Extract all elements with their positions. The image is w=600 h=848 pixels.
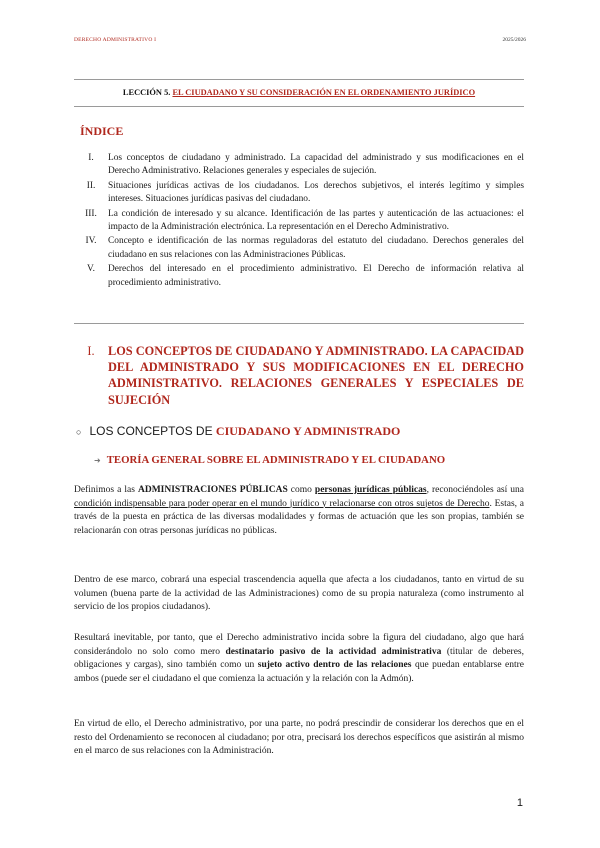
text-run: (titular de deberes, obligaciones y cargas), sino también como un bbox=[74, 646, 524, 670]
divider bbox=[74, 79, 524, 80]
running-header-right: 2025/2026 bbox=[502, 37, 526, 43]
paragraph-4: En virtud de ello, el Derecho administrativo, por una parte, no podrá prescindir de considerar los derechos que en el resto del Ordenamiento se reconocen al ciudadano; por otra, precisará los derechos específicos que asistirán al mismo en el marco de sus relaciones con la Administración. bbox=[74, 719, 524, 756]
divider bbox=[74, 106, 524, 107]
page-number: 1 bbox=[516, 797, 523, 809]
bold-underlined-term: personas jurídicas públicas bbox=[314, 485, 427, 495]
subsection-highlight: CIUDADANO Y ADMINISTRADO bbox=[215, 424, 401, 438]
toc-item-text: Derechos del interesado en el procedimiento administrativo. El Derecho de información relativa al procedimiento administrativo. bbox=[108, 264, 524, 288]
toc-item-text: Concepto e identificación de las normas reguladoras del estatuto del ciudadano. Derechos generales del ciudadano en sus relaciones con las Administraciones Públicas. bbox=[108, 236, 524, 260]
subsection-heading bbox=[76, 424, 400, 439]
running-header-left: DERECHO ADMINISTRATIVO I bbox=[74, 37, 157, 43]
text-run: que puedan entablarse entre ambos (puede ser el ciudadano el que comienza la actuación y la relación con la Admón). bbox=[74, 660, 525, 684]
toc-item-text: Situaciones jurídicas activas de los ciudadanos. Los derechos subjetivos, el interés legítimo y simples intereses. Situaciones jurídicas pasivas del ciudadano. bbox=[108, 180, 524, 205]
paragraph-2: Dentro de ese marco, cobrará una especial trascendencia aquella que afecta a los ciudadanos, tanto en virtud de su volumen (buena parte de la actividad de las Administraciones) como de su propia naturaleza (como instrumento al servicio de los propios ciudadanos). bbox=[74, 575, 524, 612]
toc-item bbox=[74, 208, 524, 235]
text-run: Definimos a las bbox=[74, 485, 138, 495]
section-title: LOS CONCEPTOS DE CIUDADANO Y ADMINISTRADO. LA CAPACIDAD DEL ADMINISTRADO Y SUS MODIFICACIONES EN EL DERECHO ADMINISTRATIVO. RELACIONES GENERALES Y ESPECIALES DE SUJECIÓN bbox=[108, 344, 524, 407]
toc-item-text: La condición de interesado y su alcance. Identificación de las partes y autenticación de las actuaciones: el impacto de la Administración electrónica. La representación en el Derecho Administrativo. bbox=[108, 208, 524, 233]
lesson-title: EL CIUDADANO Y SU CONSIDERACIÓN EN EL ORDENAMIENTO JURÍDICO bbox=[172, 88, 476, 97]
circle-bullet-icon: ○ bbox=[76, 427, 82, 437]
text-run: como bbox=[287, 485, 315, 495]
bold-term: sujeto activo dentro de las relaciones bbox=[257, 660, 412, 670]
toc-item bbox=[74, 263, 524, 290]
divider bbox=[74, 323, 524, 324]
index-title: ÍNDICE bbox=[80, 124, 124, 138]
arrow-icon: ➜ bbox=[94, 456, 101, 465]
paragraph-1 bbox=[74, 484, 524, 538]
toc-item bbox=[74, 180, 524, 207]
lesson-heading bbox=[74, 88, 524, 97]
text-run: Resultará inevitable, por tanto, que el Derecho administrativo incida sobre la figura del ciudadano, algo que hará considerándolo no solo como mero bbox=[74, 633, 524, 657]
text-run: . Estas, a través de la puesta en práctica de las diversas modalidades y formas de actuación que les son propias, también se relacionarán con otras personas jurídicas no públicas. bbox=[74, 498, 524, 536]
text-run: , reconociéndoles así una bbox=[426, 485, 525, 495]
toc-item-number: III. bbox=[85, 208, 97, 219]
section-heading bbox=[74, 343, 524, 408]
toc-item bbox=[74, 235, 524, 262]
section-number: I. bbox=[87, 344, 95, 358]
bold-term: destinatario pasivo de la actividad administrativa bbox=[225, 646, 442, 657]
toc-item-number: IV. bbox=[85, 236, 97, 247]
toc-item-number: II. bbox=[86, 180, 96, 191]
lesson-number: LECCIÓN 5. bbox=[122, 88, 171, 97]
toc-item-number: I. bbox=[88, 153, 94, 163]
subsection-prefix: LOS CONCEPTOS DE bbox=[89, 424, 213, 438]
subsubsection-heading bbox=[94, 454, 445, 466]
paragraph-3 bbox=[74, 632, 524, 686]
toc-item bbox=[74, 152, 524, 179]
toc-item-text: Los conceptos de ciudadano y administrado. La capacidad del administrado y sus modificaciones en el Derecho Administrativo. Relaciones generales y especiales de sujeción. bbox=[108, 153, 524, 177]
table-of-contents bbox=[74, 152, 524, 291]
toc-item-number: V. bbox=[87, 264, 95, 275]
subsubsection-title: TEORÍA GENERAL SOBRE EL ADMINISTRADO Y EL CIUDADANO bbox=[106, 454, 446, 466]
underlined-phrase: condición indispensable para poder operar en el mundo jurídico y relacionarse con otros sujetos de Derecho bbox=[74, 498, 490, 509]
bold-term: ADMINISTRACIONES PÚBLICAS bbox=[137, 485, 288, 495]
